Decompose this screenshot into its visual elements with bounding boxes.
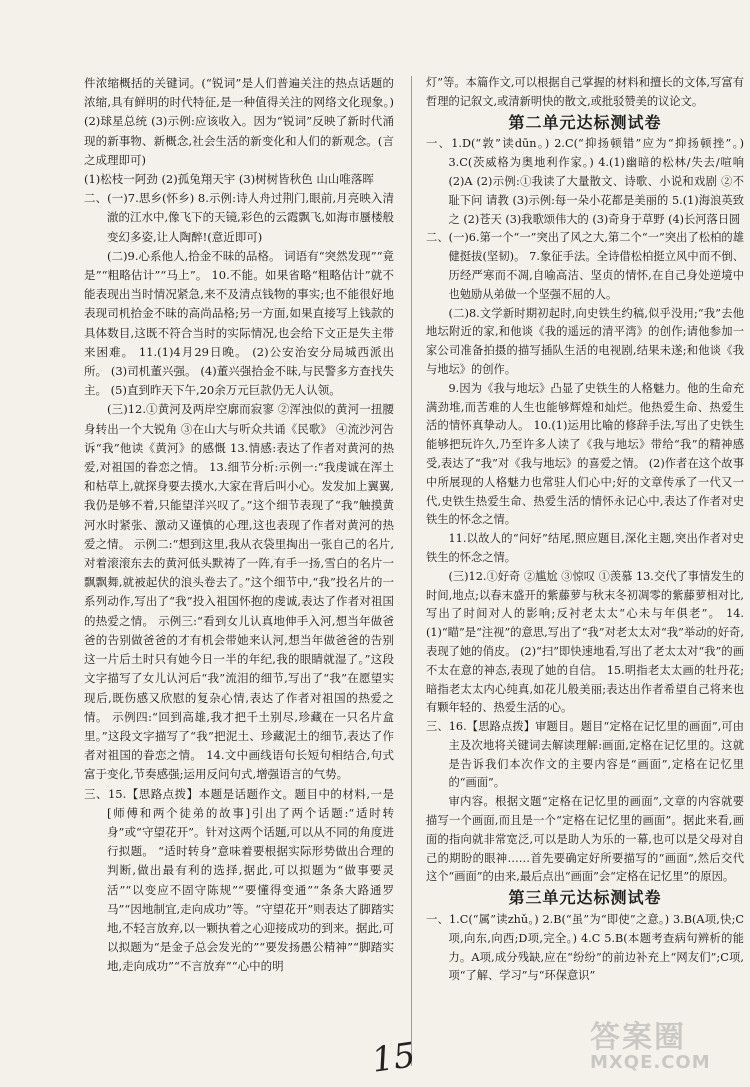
page-number: 15	[369, 1035, 418, 1081]
answer-paragraph: (二)9.心系他人,拾金不昧的品格。 词语有“突然发现”“竟是”“粗略估计”“马上”。 10.不能。如果省略“粗略估计”就不能表现出当时情况紧急,来不及清点钱物的事实;也不能很好地表现司机拾金不昧的高尚品格;另一方面,如果直接写上钱款的具体数目,这既不符合当时的实际情况,也会给下文正是失主带来困难。 11.(1)4月29日晚。 (2)公安治安分局城西派出所。 (3)司机董兴强。 (4)董兴强拾金不昧,与民警多方查找失主。 (5)直到昨天下午,20余万元巨款仍无人认领。	[84, 248, 394, 398]
right-column	[426, 74, 744, 986]
answer-paragraph: 一、1.C(“属”读zhǔ。) 2.B(“虽”为“即使”之意。) 3.B(A项,快;C项,向东,向西;D项,完全。) 4.C 5.B(本题考查病句辨析的能力。A项,成分残缺,应在“纷纷”的前边补充上“网友们”;C项,项“了解、学习”与“环保意识”	[426, 913, 744, 983]
answer-paragraph: 二、(一)7.思乡(怀乡) 8.示例:诗人舟过荆门,眼前,月亮映入清澈的江水中,像飞下的天镜,彩色的云霞飘飞,如海市蜃楼般变幻多姿,让人陶醉!(意近即可)	[84, 191, 394, 244]
answer-paragraph: (二)8.文学新时期初起时,向史铁生约稿,似乎没用;“我”去他地坛附近的家,和他谈《我的遥远的清平湾》的创作;请他参加一家公司准备拍摄的描写插队生活的电视剧,结果未遂;和他谈《我与地坛》的创作。	[426, 306, 744, 376]
answer-paragraph: 9.因为《我与地坛》凸显了史铁生的人格魅力。他的生命充满劲堆,而苦难的人生也能够辉煌和灿烂。他热爱生命、热爱生活的情怀真挚动人。 10.(1)运用比喻的修辞手法,写出了史铁生能够把玩许久,乃至许多人读了《我与地坛》带给“我”的精神感受,表达了“我”对《我与地坛》的喜爱之情。 (2)作者在这个故事中所展现的人格魅力也常驻人们心中;好的文章传承了一代又一代,史铁生热爱生命、热爱生活的情怀永记心中,表达了作者对史铁生的怀念之情。	[426, 381, 744, 527]
watermark-logo	[590, 1012, 740, 1078]
answer-paragraph: 审内容。根据文题“定格在记忆里的画面”,文章的内容就要描写一个画面,而且是一个“定格在记忆里的画面”。据此来看,画面的指向就非常宽泛,可以是助人为乐的一幕,也可以是父母对自己的期盼的眼神……首先要确定好所要描写的“画面”,然后交代这个“画面”的由来,最后点出“画面”会“定格在记忆里”的原因。	[426, 795, 744, 884]
answer-paragraph: (三)12.①好奇 ②尴尬 ③惊叹 ①羡慕 13.交代了事情发生的时间,地点;以春末盛开的紫藤萝与秋末冬初凋零的紫藤萝相对比,写出了时间对人的影响;反衬老太太“心未与年俱老”。 14.(1)“瞄”是“注视”的意思,写出了“我”对老太太对“我”举动的好奇,表现了她的俏皮。 (2)“扫”即快速地看,写出了老太太对“我”的画不太在意的神态,表现了她的自信。 15.明指老太太画的牡丹花;暗指老太太内心纯真,如花儿般美丽;表达出作者希望自己将来也有颗年轻的、热爱生活的心。	[426, 569, 744, 715]
answer-paragraph: 灯”等。本篇作文,可以根据自己掌握的材料和擅长的文体,写富有哲理的记叙文,或清新明快的散文,或批驳赞美的议论文。	[426, 76, 744, 108]
answer-paragraph: (1)松枝一阿劲 (2)孤兔翔天宇 (3)树树皆秋色 山山唯落晖	[84, 172, 374, 187]
answer-paragraph: (三)12.①黄河及两岸空廓而寂寥 ②浑浊似的黄河一扭腰身转出一个大锐角 ③在山大与听众共诵《民歌》 ④流沙河告诉“我”他读《黄河》的感慨 13.情感:表达了作者对黄河的热爱,对祖国的眷恋之情。 13.细节分析:示例一:“我虔诚在浑土和枯草上,就探身要去摸水,大家在背后叫小心。发发加上翼翼,我仍是够不着,只能望洋兴叹了。”这个细节表现了“我”触摸黄河水时紧张、激动又谨慎的心理,这也表现了作者对黄河的热爱之情。 示例二:“想到这里,我从衣袋里掏出一张自己的名片,对着滚滚东去的黄河低头默祷了一阵,有手一扬,雪白的名片一飘飘舞,就被起伏的浪头卷去了。”这个细节中,“我”投名片的一系列动作,写出了“我”投入祖国怀抱的虔诚,表达了作者对祖国的热爱之情。 示例三:“看到女儿认真地伸手入河,想当年做爸爸的告别做爸爸的才有机会带她来认河,想当年做爸爸的告别这一片后土时只有她今日一半的年纪,我的眼睛就湿了。”这段文字描写了女儿认河后“我”流泪的细节,写出了“我”在愿望实现后,既伤感又欣慰的复杂心情,表达了作者对祖国的热爱之情。 示例四:“回到高雄,我才把千土别尽,珍藏在一只名片盒里。”这段文字描写了“我”把泥土、珍藏泥土的细节,表达了作者对祖国的眷恋之情。 14.文中画线语句长短句相结合,句式富于变化,节奏感强;运用反问句式,增强语言的气势。	[84, 402, 394, 782]
answer-paragraph: 一、1.D(“敦”读dūn。) 2.C(“抑扬顿错”应为“抑扬顿挫”。) 3.C(茨威格为奥地利作家。) 4.(1)幽暗的松林/失去/喧响 (2)A (2)示例:①我读了大量散文、诗歌、小说和戏剧 ②不耻下问 请教 (3)示例:每一朵小花都是美丽的 5.(1)海浪英致之 (2)苍天 (3)我歌颂伟大的 (3)奇身于草野 (4)长河落日圆	[426, 137, 744, 226]
answer-paragraph: 二、(一)6.第一个“一”突出了风之大,第二个“一”突出了松柏的雄健挺拔(坚韧)。 7.象征手法。全诗借松柏挺立风中而不倒、历经严寒而不凋,自喻高洁、坚贞的情怀,在自己身处逆境中也勉励从弟做一个坚强不屈的人。	[426, 231, 744, 301]
column-divider	[411, 76, 412, 1066]
section-title: 第二单元达标测试卷	[508, 112, 662, 132]
answer-paragraph: 三、15.【思路点拨】本题是话题作文。题目中的材料,一是[师傅和两个徒弟的故事]引出了两个话题:“适时转身”或“守望花开”。针对这两个话题,可以从不同的角度进行拟题。 “适时转身”意味着要根据实际形势做出合理的判断,做出最有利的选择,据此,可以拟题为“做事要灵活”“以变应不固守陈规”“要懂得变通”“条条大路通罗马”“因地制宜,走向成功”等。“守望花开”则表达了脚踏实地,不轻言放弃,以一颗执着之心迎接成功的到来。据此,可以拟题为“是金子总会发光的”“要发扬愚公精神”“脚踏实地,走向成功”“不言放弃”“心中的明	[84, 786, 394, 974]
watermark-line1: 答案圈	[590, 1020, 686, 1055]
answer-paragraph: 三、16.【思路点拨】审题目。题目“定格在记忆里的画面”,可由主及次地将关键词去解读理解:画面,定格在记忆里的。这就是告诉我们本次作文的主要内容是“画面”,定格在记忆里的“画面”。	[426, 720, 744, 790]
watermark-line2: MXQE.COM	[590, 1052, 711, 1073]
section-title: 第三单元达标测试卷	[508, 888, 662, 908]
answer-paragraph: 11.以故人的“问好”结尾,照应题目,深化主题,突出作者对史铁生的怀念之情。	[426, 532, 744, 564]
answer-paragraph: 件浓缩概括的关键词。(“锐词”是人们普遍关注的热点话题的浓缩,具有鲜明的时代特征,是一种值得关注的网络文化现象。) (2)球星总统 (3)示例:应该收入。因为“锐词”反映了新时代涌现的新事物、新概念,社会生活的新变化和人们的新观念。(言之成理即可)	[84, 76, 394, 167]
left-column	[84, 74, 394, 977]
